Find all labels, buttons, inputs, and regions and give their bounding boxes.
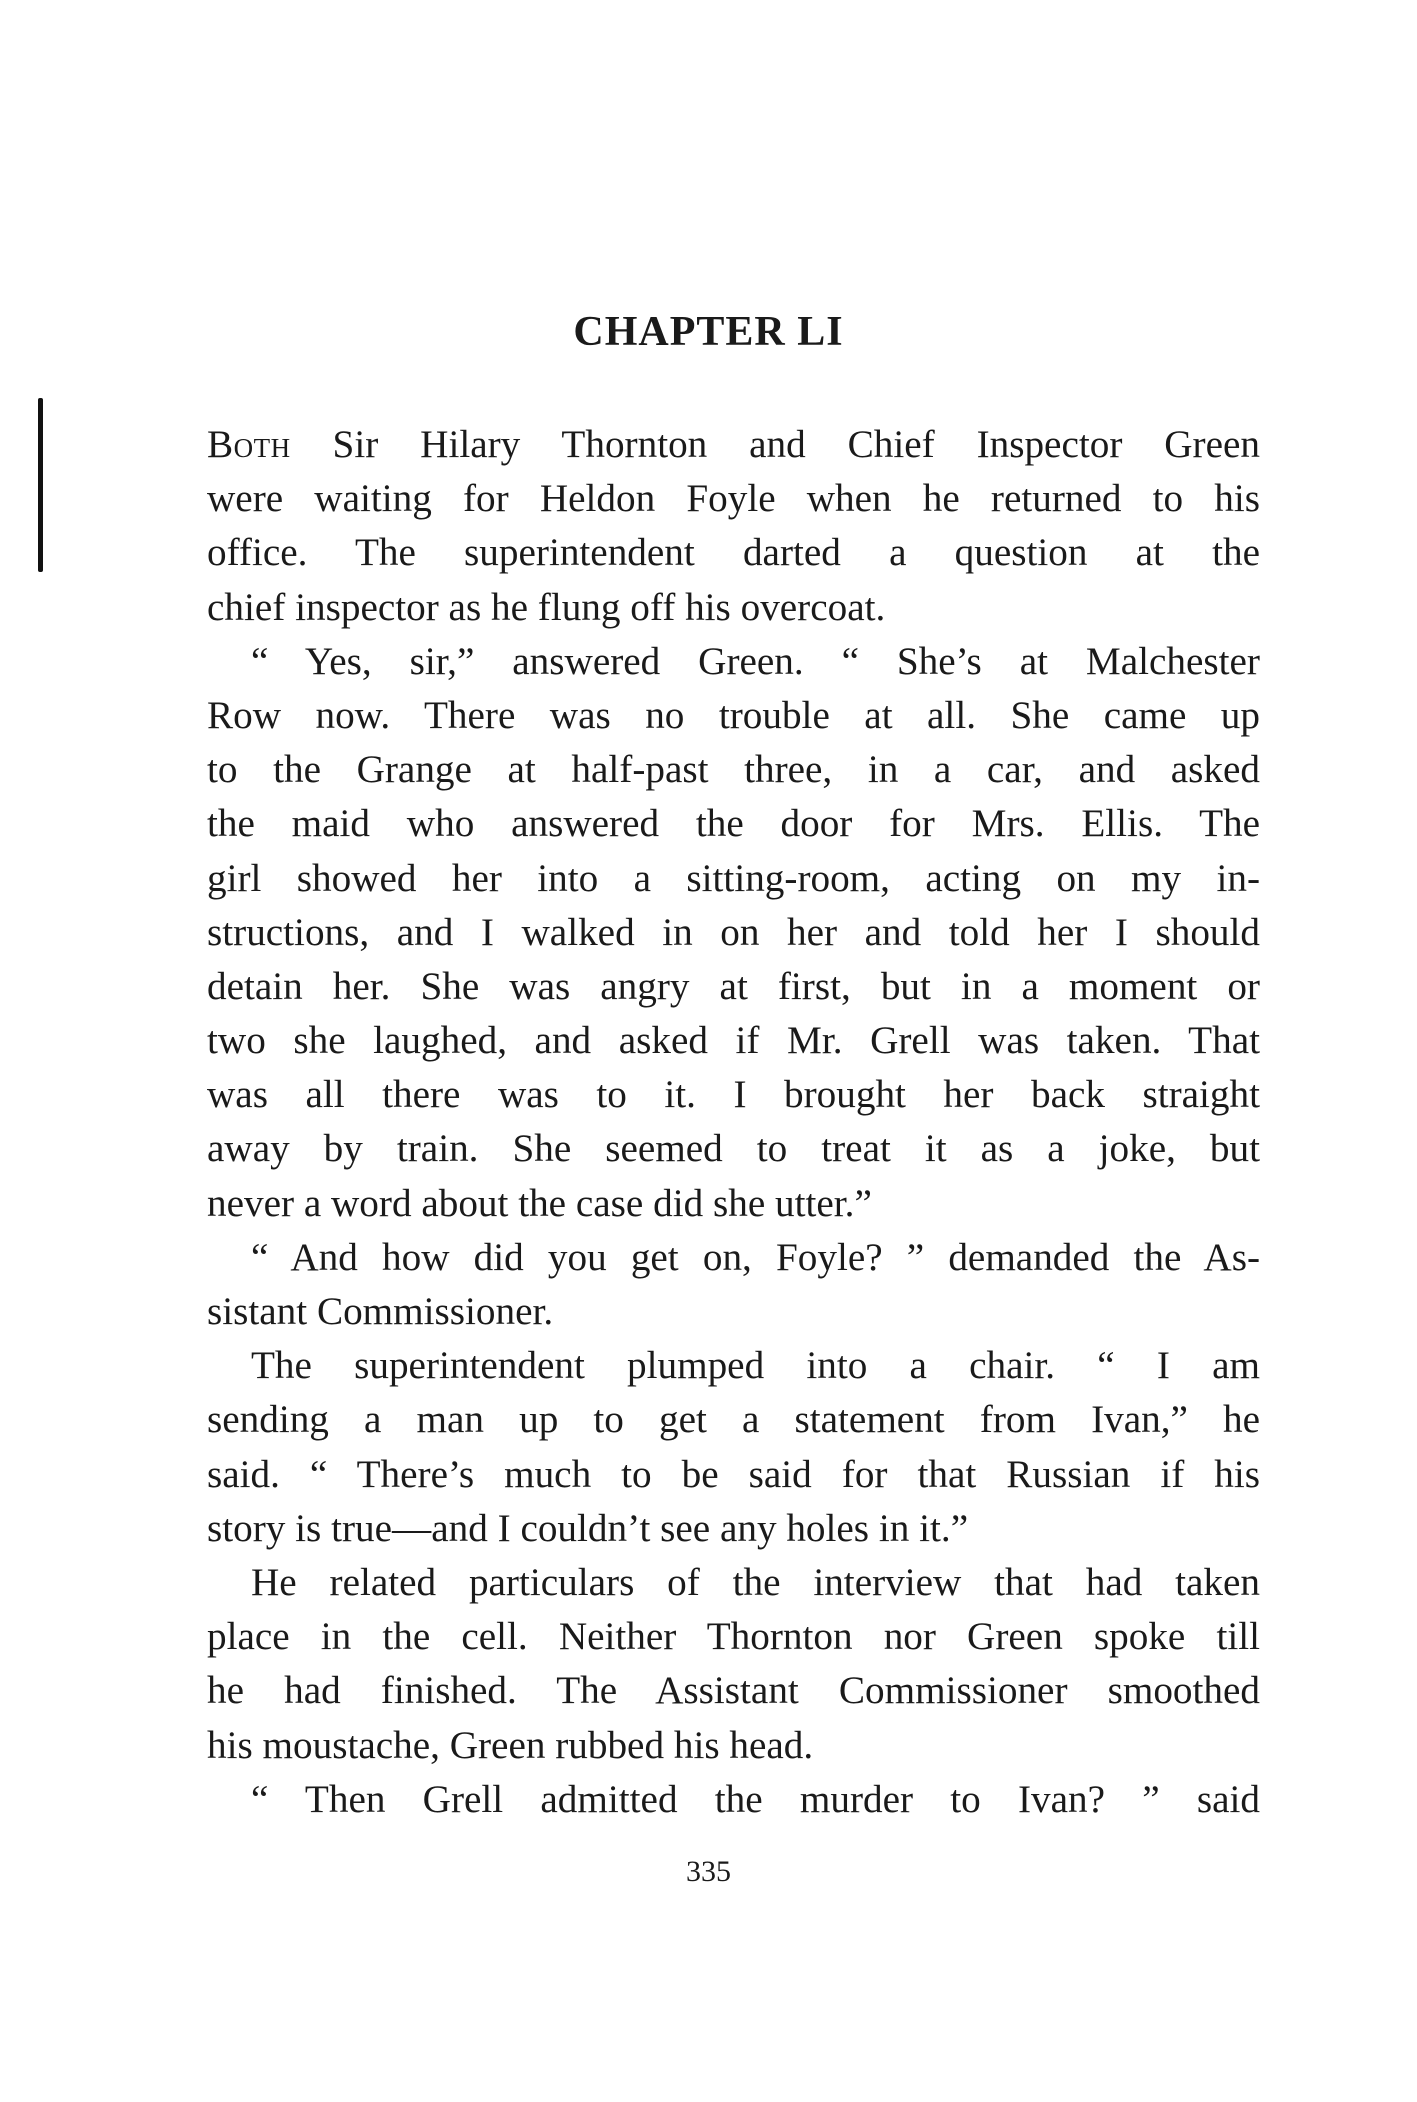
text-line: his moustache, Green rubbed his head. — [207, 1723, 814, 1767]
text-line: “ And how did you get on, Foyle? ” demanded the As- — [251, 1235, 1260, 1279]
paragraph — [207, 635, 1260, 1231]
chapter-title: CHAPTER LI — [573, 309, 844, 355]
text-line: girl showed her into a sitting-room, acting on my in- — [207, 856, 1260, 900]
text-line: office. The superintendent darted a question at the — [207, 531, 1260, 575]
text-line: to the Grange at half-past three, in a car, and asked — [207, 748, 1260, 792]
text-line: sistant Commissioner. — [207, 1290, 554, 1333]
text-line: “ Yes, sir,” answered Green. “ She’s at Malchester — [251, 639, 1260, 683]
text-line: He related particulars of the interview that had taken — [251, 1560, 1260, 1604]
text-line: place in the cell. Neither Thornton nor Green spoke till — [207, 1615, 1260, 1659]
text-line: never a word about the case did she utter.” — [207, 1181, 872, 1225]
text-line: the maid who answered the door for Mrs. Ellis. The — [207, 802, 1260, 846]
text-line: sending a man up to get a statement from Ivan,” he — [207, 1398, 1260, 1442]
text-line: The superintendent plumped into a chair. “ I am — [251, 1344, 1260, 1388]
page-number: 335 — [686, 1855, 731, 1888]
text-line: was all there was to it. I brought her back straight — [207, 1073, 1260, 1117]
text-line: said. “ There’s much to be said for that Russian if his — [207, 1452, 1260, 1496]
text-line-rest: Sir Hilary Thornton and Chief Inspector Green — [332, 423, 1260, 466]
lead-word: Both — [207, 423, 291, 466]
text-line: two she laughed, and asked if Mr. Grell was taken. That — [207, 1019, 1260, 1063]
text-line: Row now. There was no trouble at all. She came up — [207, 693, 1260, 737]
body-text — [207, 418, 1260, 1827]
margin-mark — [38, 398, 43, 572]
paragraph — [207, 418, 1260, 635]
paragraph — [207, 1556, 1260, 1773]
paragraph — [207, 1339, 1260, 1556]
text-line: detain her. She was angry at first, but in a moment or — [207, 964, 1260, 1008]
text-line: story is true—and I couldn’t see any holes in it.” — [207, 1506, 969, 1550]
text-line: “ Then Grell admitted the murder to Ivan? ” said — [251, 1777, 1260, 1821]
text-line: he had finished. The Assistant Commissioner smoothed — [207, 1669, 1260, 1713]
text-line: were waiting for Heldon Foyle when he returned to his — [207, 477, 1260, 521]
text-line: chief inspector as he flung off his overcoat. — [207, 585, 886, 629]
paragraph — [207, 1773, 1260, 1827]
text-line — [207, 418, 1260, 472]
text-line: away by train. She seemed to treat it as a joke, but — [207, 1127, 1260, 1171]
text-line: structions, and I walked in on her and told her I should — [207, 910, 1260, 954]
paragraph — [207, 1231, 1260, 1339]
